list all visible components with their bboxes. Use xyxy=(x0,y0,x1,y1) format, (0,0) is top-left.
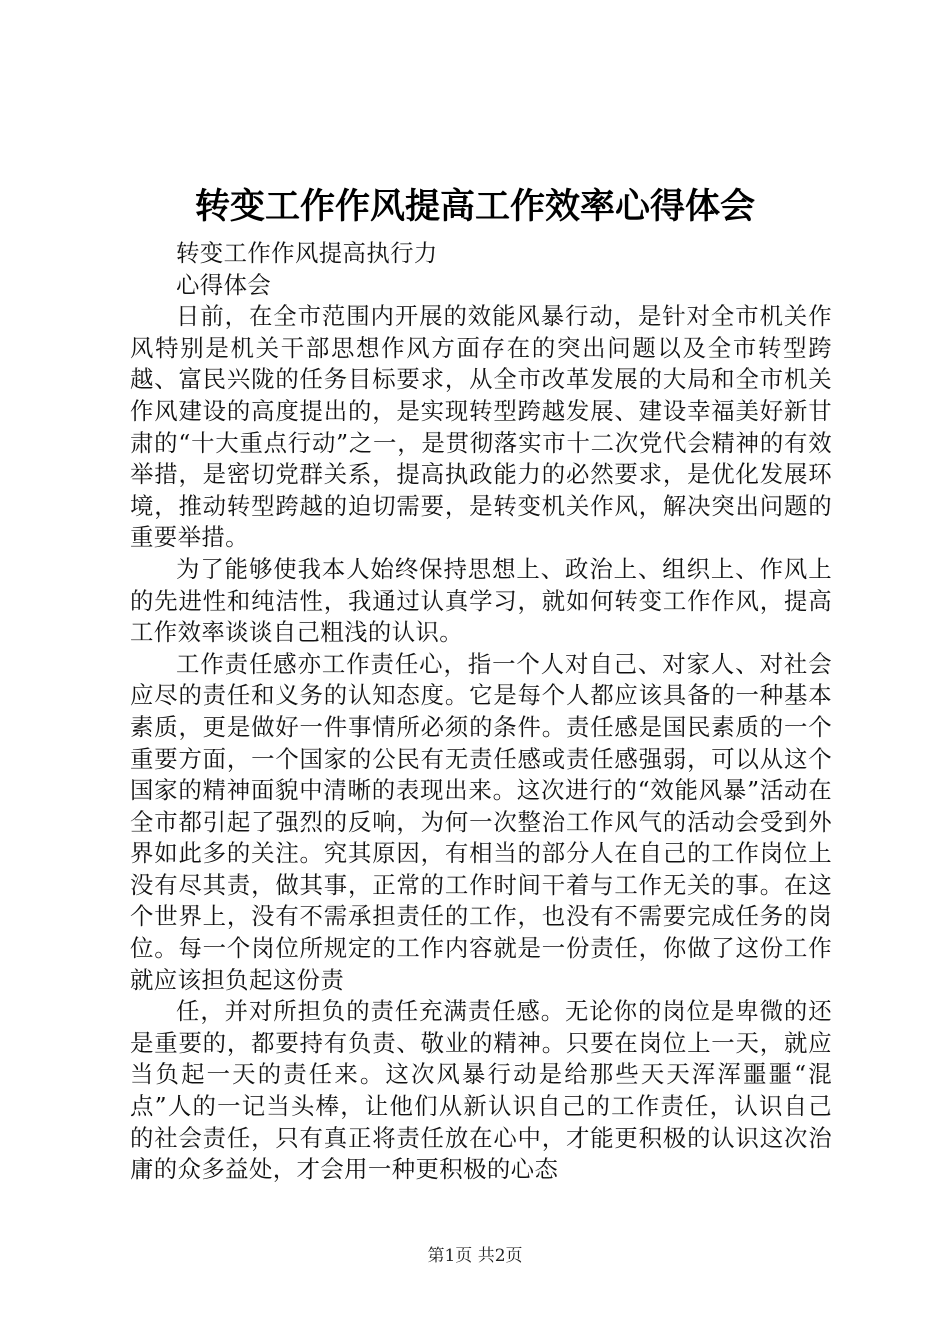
subtitle-line-1: 转变工作作风提高执行力 xyxy=(176,239,438,267)
paragraph-1: 日前，在全市范围内开展的效能风暴行动，是针对全市机关作风特别是机关干部思想作风方面存在的突出问题以及全市转型跨越、富民兴陇的任务目标要求，从全市改革发展的大局和全市机关作风建设的高度提出的，是实现转型跨越发展、建设幸福美好新甘肃的“十大重点行动”之一，是贯彻落实市十二次党代会精神的有效举措，是密切党群关系，提高执政能力的必然要求，是优化发展环境，推动转型跨越的迫切需要，是转变机关作风，解决突出问题的重要举措。 xyxy=(130,302,832,552)
paragraph-4: 任，并对所担负的责任充满责任感。无论你的岗位是卑微的还是重要的，都要持有负责、敬业的精神。只要在岗位上一天，就应当负起一天的责任来。这次风暴行动是给那些天天浑浑噩噩“混点”人的一记当头棒，让他们从新认识自己的工作责任，认识自己的社会责任，只有真正将责任放在心中，才能更积极的认识这次治庸的众多益处，才会用一种更积极的心态 xyxy=(130,997,832,1184)
document-body xyxy=(130,238,832,1186)
page-footer: 第1页 共2页 xyxy=(427,1246,523,1266)
paragraph-3: 工作责任感亦工作责任心，指一个人对自己、对家人、对社会应尽的责任和义务的认知态度。它是每个人都应该具备的一种基本素质，更是做好一件事情所必须的条件。责任感是国民素质的一个重要方面，一个国家的公民有无责任感或责任感强弱，可以从这个国家的精神面貌中清晰的表现出来。这次进行的“效能风暴”活动在全市都引起了强烈的反响，为何一次整治工作风气的活动会受到外界如此多的关注。究其原因，有相当的部分人在自己的工作岗位上没有尽其责，做其事，正常的工作时间干着与工作无关的事。在这个世界上，没有不需承担责任的工作，也没有不需要完成任务的岗位。每一个岗位所规定的工作内容就是一份责任，你做了这份工作就应该担负起这份责 xyxy=(130,649,832,994)
document-title: 转变工作作风提高工作效率心得体会 xyxy=(194,187,755,227)
subtitle-line-2: 心得体会 xyxy=(176,270,272,299)
paragraph-2: 为了能够使我本人始终保持思想上、政治上、组织上、作风上的先进性和纯洁性，我通过认真学习，就如何转变工作作风，提高工作效率谈谈自己粗浅的认识。 xyxy=(130,554,832,647)
